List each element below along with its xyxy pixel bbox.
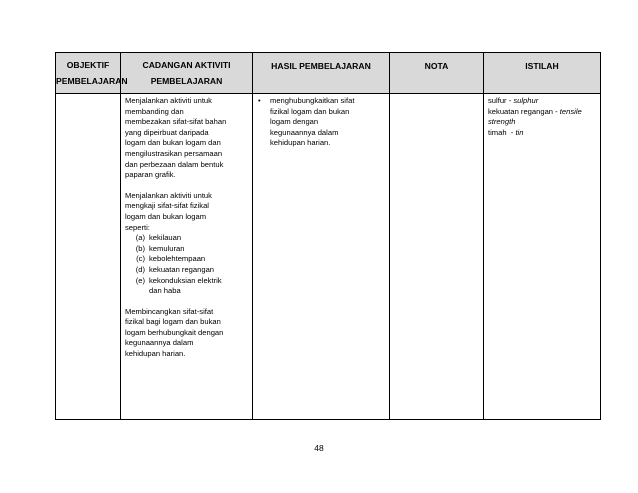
header-objektif: OBJEKTIF PEMBELAJARAN (56, 53, 121, 94)
cell-cadangan (121, 94, 253, 420)
list-item: (d) kekuatan regangan (135, 264, 215, 274)
list-item: (c) kebolehtempaan (136, 254, 206, 264)
cell-nota (390, 94, 484, 420)
term-entry: timah - tin (488, 127, 524, 137)
learning-outcome-item (257, 96, 385, 149)
table-row (56, 94, 601, 420)
page-number: 48 (314, 443, 324, 453)
table-header-row (56, 53, 601, 94)
learning-outcome-text: menghubungkaitkan sifat fizikal logam dan bukan logam dengan kegunaannya dalam kehidupan harian. (270, 96, 355, 148)
list-item: (b) kemuluran (135, 243, 185, 253)
activity-paragraph-3: Membincangkan sifat-sifat fizikal bagi logam dan bukan logam berhubungkait dengan kegunaannya dalam kehidupan harian. (125, 306, 224, 359)
bullet-icon: • (258, 96, 261, 105)
header-cadangan: CADANGAN AKTIVITI PEMBELAJARAN (121, 53, 253, 94)
activity-paragraph-1: Menjalankan aktiviti untuk membanding dan membezakan sifat-sifat bahan yang dipeirbuat daripada logam dan bukan logam dan mengilustrasikan persamaan dan perbezaan dalam bentuk paparan grafik. (125, 96, 227, 180)
syllabus-table (55, 52, 601, 420)
header-nota: NOTA (390, 53, 484, 94)
header-istilah: ISTILAH (484, 53, 601, 94)
cell-objektif (56, 94, 121, 420)
properties-list (125, 233, 248, 297)
cell-hasil (253, 94, 390, 420)
list-item: (e) kekonduksian elektrik dan haba (135, 275, 222, 296)
activity-paragraph-2: Menjalankan aktiviti untuk mengkaji sifat-sifat fizikal logam dan bukan logam seperti: (125, 190, 212, 232)
header-hasil: HASIL PEMBELAJARAN (253, 53, 390, 94)
cell-istilah (484, 94, 601, 420)
term-entry: kekuatan regangan - tensile strength (488, 106, 582, 127)
term-entry: sulfur - sulphur (488, 96, 539, 105)
list-item: (a) kekilauan (135, 233, 182, 243)
